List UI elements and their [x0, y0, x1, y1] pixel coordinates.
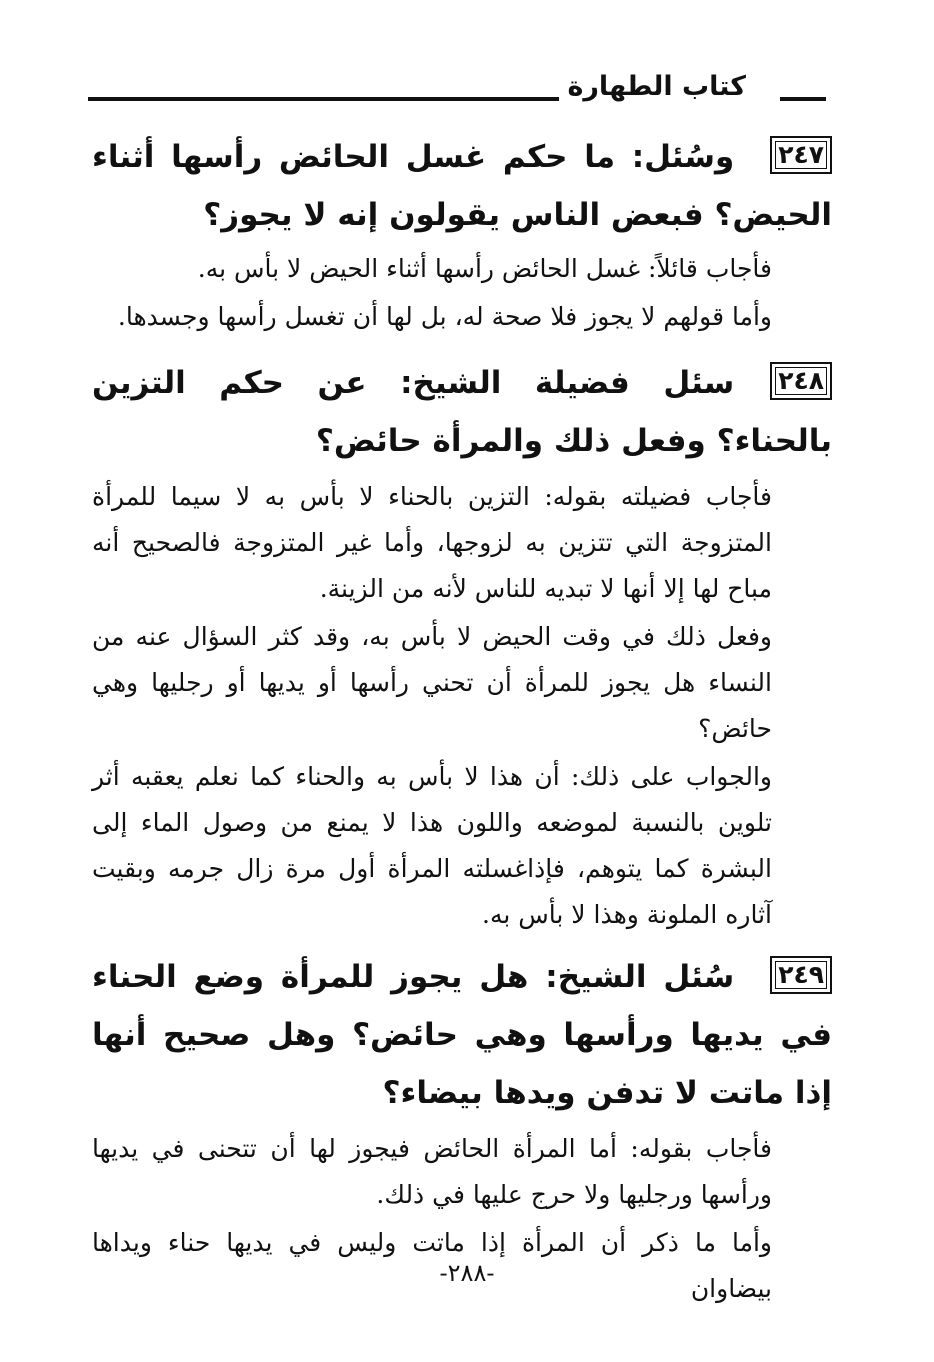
answer-paragraph: فأجاب بقوله: أما المرأة الحائض فيجوز لها أن تتحنى في يديها ورأسها ورجليها ولا حرج عليها في ذلك.	[92, 1134, 772, 1209]
question-249	[92, 948, 832, 1122]
page-number: -٢٨٨-	[439, 1259, 495, 1287]
running-header	[88, 66, 826, 110]
question-text: وسُئل: ما حكم غسل الحائض رأسها أثناء الحيض؟ فبعض الناس يقولون إنه لا يجوز؟	[92, 139, 832, 233]
answer-paragraph: وفعل ذلك في وقت الحيض لا بأس به، وقد كثر السؤال عنه من النساء هل يجوز للمرأة أن تحني رأسها أو يديها أو رجليها وهي حائض؟	[92, 622, 772, 743]
header-rule-short	[780, 97, 826, 101]
question-text: سُئل الشيخ: هل يجوز للمرأة وضع الحناء في يديها ورأسها وهي حائض؟ وهل صحيح أنها إذا ماتت لا تدفن ويدها بيضاء؟	[92, 959, 832, 1111]
question-text: سئل فضيلة الشيخ: عن حكم التزين بالحناء؟ وفعل ذلك والمرأة حائض؟	[92, 365, 832, 459]
question-number-box: ٢٤٨	[770, 362, 832, 400]
answer-paragraph: والجواب على ذلك: أن هذا لا بأس به والحناء كما نعلم يعقبه أثر تلوين بالنسبة لموضعه واللون هذا لا يمنع من وصول الماء إلى البشرة كما يتوهم، فإذاغسلته المرأة أول مرة زال جرمه وبقيت آثاره الملونة وهذا لا بأس به.	[92, 762, 772, 929]
book-title: كتاب الطهارة	[559, 70, 746, 104]
question-number-box: ٢٤٩	[770, 956, 832, 994]
answer-paragraph: فأجاب قائلاً: غسل الحائض رأسها أثناء الحيض لا بأس به.	[197, 254, 772, 283]
question-number-box: ٢٤٧	[770, 136, 832, 174]
question-248	[92, 354, 832, 470]
page-content	[92, 128, 832, 1314]
answer-paragraph: وأما قولهم لا يجوز فلا صحة له، بل لها أن تغسل رأسها وجسدها.	[117, 302, 772, 331]
answer-paragraph: وأما ما ذكر أن المرأة إذا ماتت وليس في يديها حناء ويداها بيضاوان	[92, 1228, 772, 1303]
answer-paragraph: فأجاب فضيلته بقوله: التزين بالحناء لا بأس به لا سيما للمرأة المتزوجة التي تتزين به لزوجها، وأما غير المتزوجة فالصحيح أنه مباح لها إلا أنها لا تبديه للناس لأنه من الزينة.	[92, 482, 772, 603]
question-247	[92, 128, 832, 244]
